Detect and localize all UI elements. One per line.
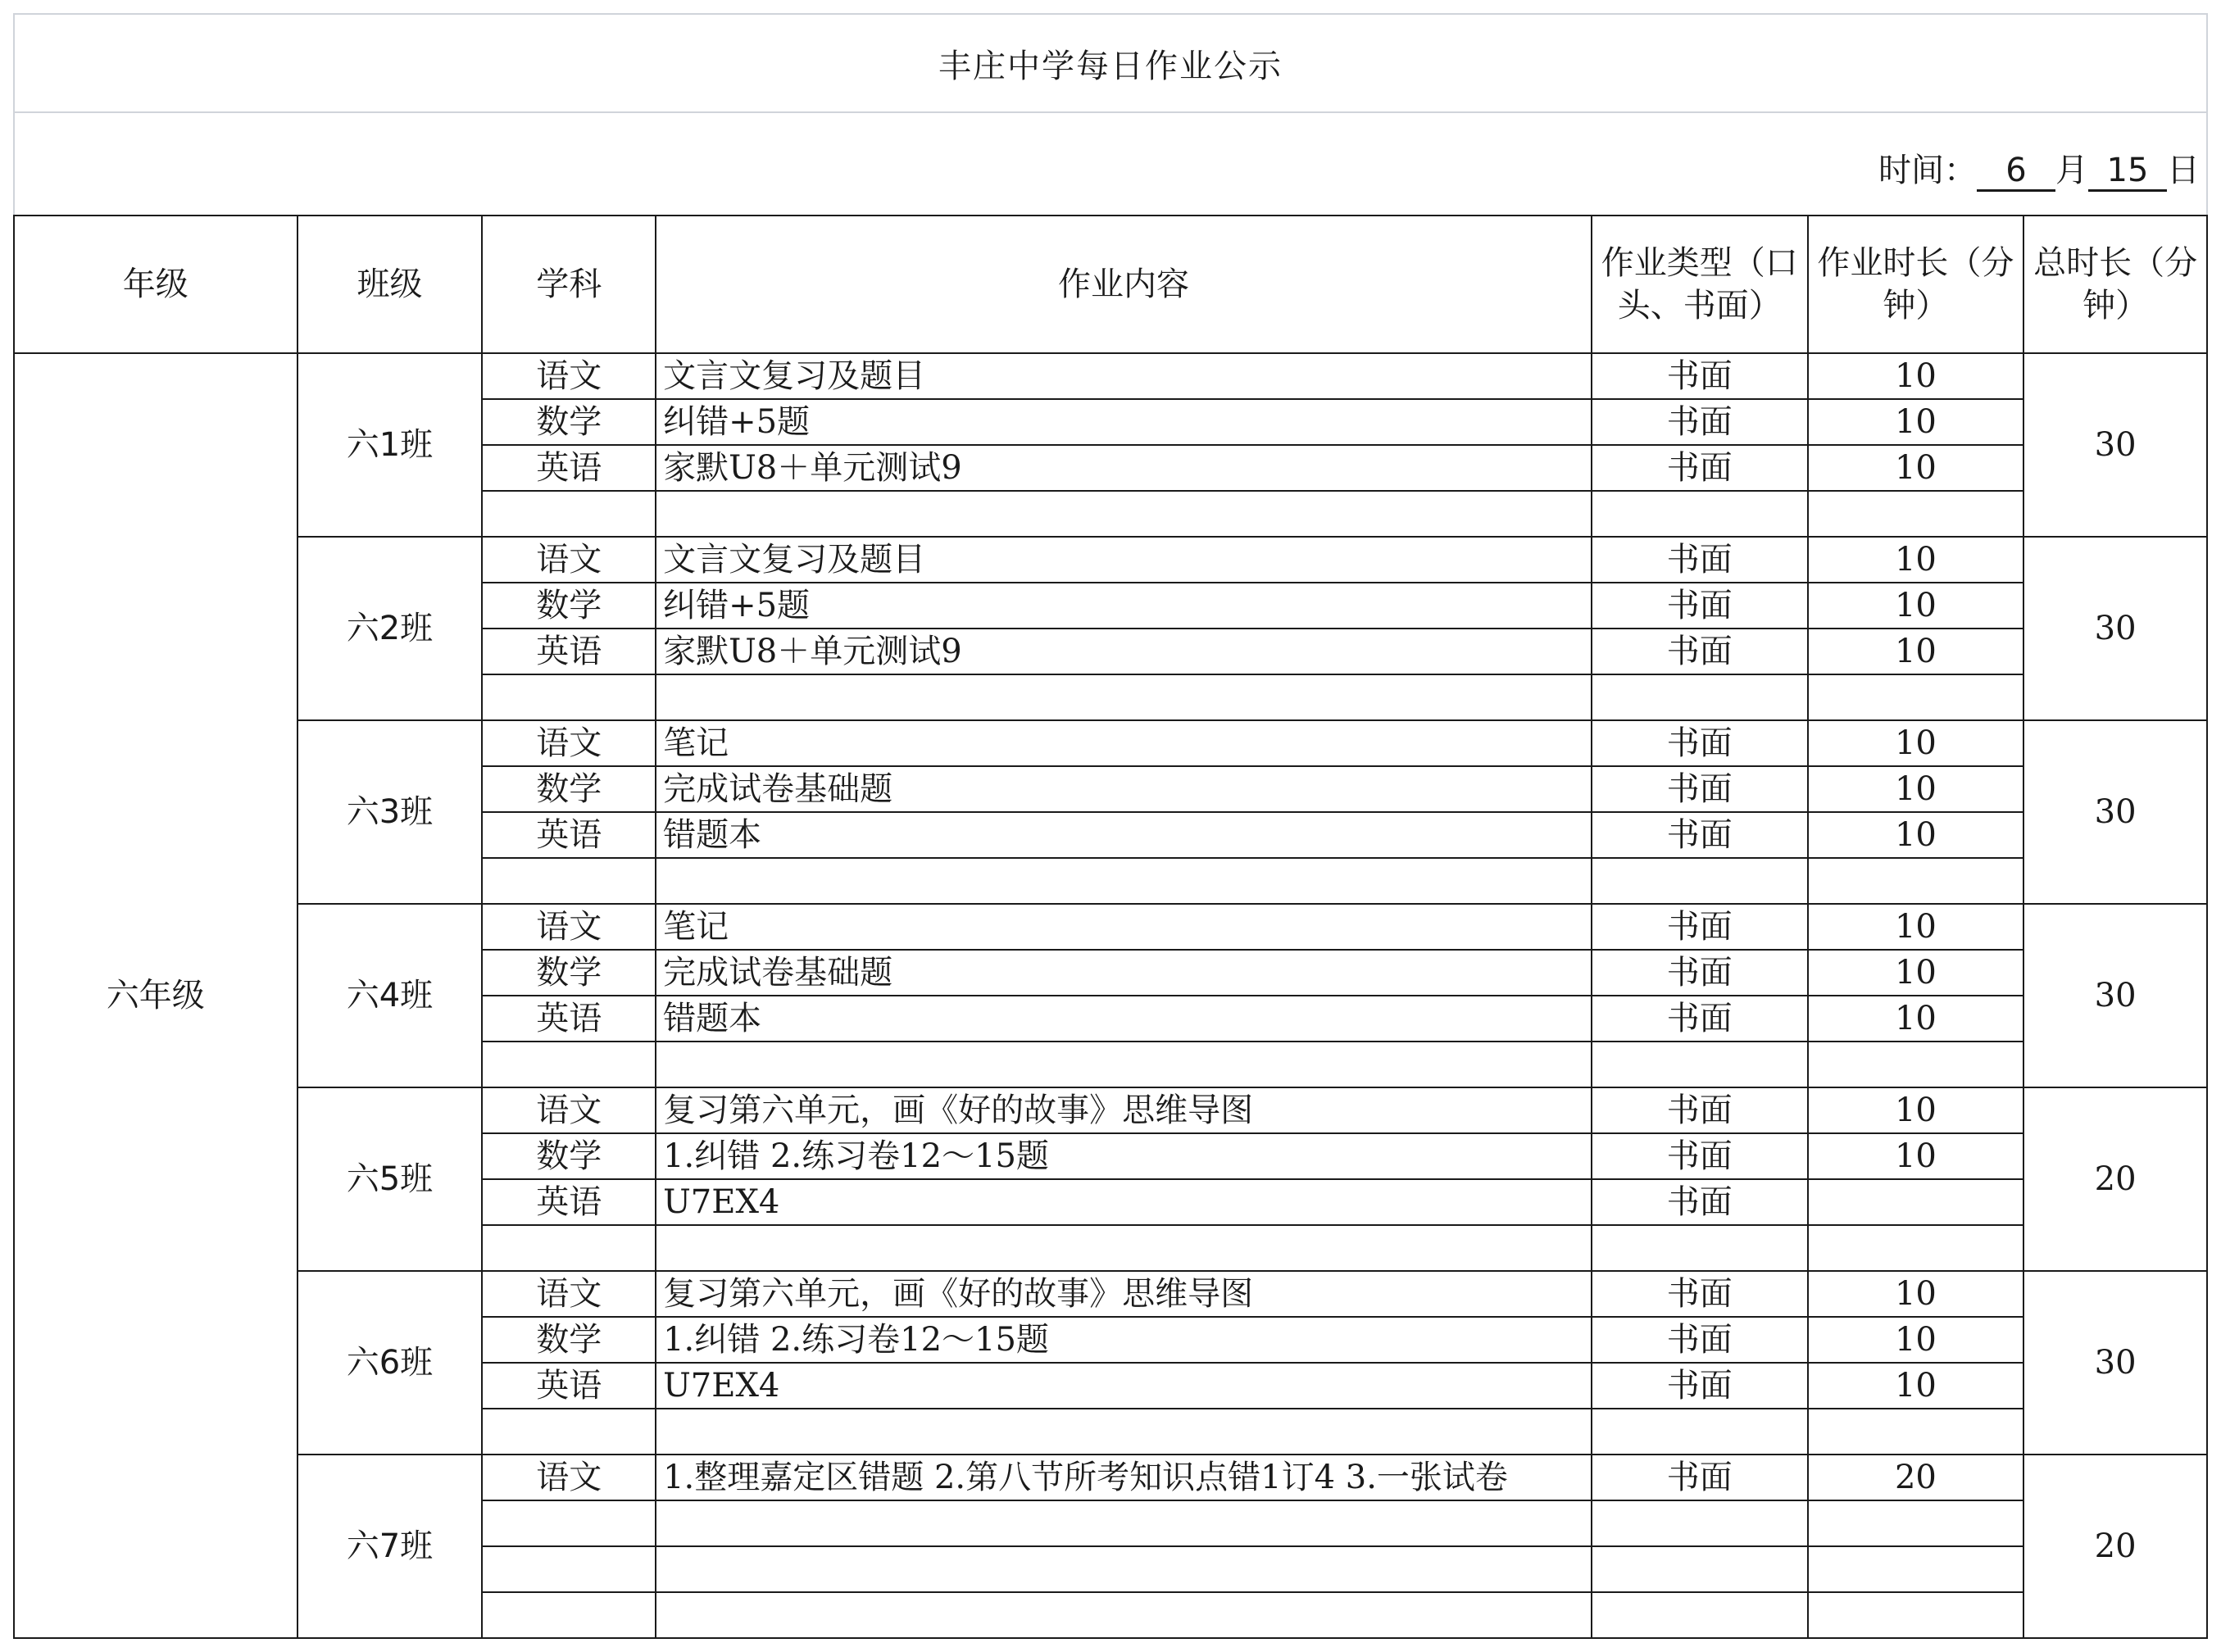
subject-cell[interactable]: 英语	[482, 1179, 656, 1225]
class-cell[interactable]: 六5班	[297, 1087, 483, 1271]
subject-cell[interactable]: 数学	[482, 950, 656, 996]
subject-cell[interactable]: 数学	[482, 1317, 656, 1363]
duration-cell[interactable]	[1808, 858, 2024, 904]
header-grade[interactable]: 年级	[14, 216, 297, 353]
duration-cell[interactable]: 10	[1808, 445, 2024, 491]
table-row	[14, 720, 2207, 766]
type-cell[interactable]: 书面	[1592, 720, 1808, 766]
content-cell[interactable]	[656, 1225, 1592, 1271]
subject-cell[interactable]: 英语	[482, 1363, 656, 1409]
subject-cell[interactable]	[482, 491, 656, 537]
type-cell[interactable]: 书面	[1592, 1317, 1808, 1363]
sheet-title[interactable]	[13, 13, 2208, 113]
subject-cell[interactable]	[482, 858, 656, 904]
duration-cell[interactable]: 10	[1808, 399, 2024, 445]
content-cell[interactable]	[656, 1546, 1592, 1592]
type-cell[interactable]: 书面	[1592, 399, 1808, 445]
total-cell[interactable]: 30	[2023, 353, 2207, 537]
homework-table	[13, 215, 2208, 1639]
table-row	[14, 537, 2207, 583]
content-cell[interactable]: U7EX4	[656, 1179, 1592, 1225]
content-cell[interactable]	[656, 1409, 1592, 1455]
type-cell[interactable]: 书面	[1592, 1455, 1808, 1500]
type-cell[interactable]: 书面	[1592, 1363, 1808, 1409]
header-subject[interactable]: 学科	[482, 216, 656, 353]
duration-cell[interactable]: 10	[1808, 766, 2024, 812]
subject-cell[interactable]	[482, 1225, 656, 1271]
type-cell[interactable]	[1592, 1225, 1808, 1271]
table-row	[14, 1271, 2207, 1317]
table-row	[14, 1455, 2207, 1500]
date-day: 15	[2088, 152, 2167, 192]
duration-cell[interactable]	[1808, 1179, 2024, 1225]
content-cell[interactable]: U7EX4	[656, 1363, 1592, 1409]
subject-cell[interactable]: 语文	[482, 1087, 656, 1133]
content-cell[interactable]: 家默U8＋单元测试9	[656, 629, 1592, 674]
type-cell[interactable]: 书面	[1592, 766, 1808, 812]
class-cell[interactable]: 六3班	[297, 720, 483, 904]
date-prefix: 时间：	[1878, 152, 1977, 189]
content-cell[interactable]	[656, 1500, 1592, 1546]
subject-cell[interactable]	[482, 1546, 656, 1592]
content-cell[interactable]: 错题本	[656, 996, 1592, 1042]
subject-cell[interactable]: 数学	[482, 1133, 656, 1179]
type-cell[interactable]	[1592, 1592, 1808, 1638]
type-cell[interactable]: 书面	[1592, 996, 1808, 1042]
duration-cell[interactable]: 10	[1808, 1317, 2024, 1363]
class-cell[interactable]: 六4班	[297, 904, 483, 1087]
type-cell[interactable]: 书面	[1592, 1271, 1808, 1317]
type-cell[interactable]	[1592, 674, 1808, 720]
duration-cell[interactable]: 10	[1808, 583, 2024, 629]
type-cell[interactable]	[1592, 1409, 1808, 1455]
subject-cell[interactable]: 语文	[482, 353, 656, 399]
content-cell[interactable]: 家默U8＋单元测试9	[656, 445, 1592, 491]
type-cell[interactable]: 书面	[1592, 1087, 1808, 1133]
subject-cell[interactable]: 数学	[482, 399, 656, 445]
content-cell[interactable]: 1.纠错 2.练习卷12～15题	[656, 1133, 1592, 1179]
date-day-unit: 日	[2167, 152, 2200, 189]
type-cell[interactable]: 书面	[1592, 445, 1808, 491]
subject-cell[interactable]: 语文	[482, 1455, 656, 1500]
content-cell[interactable]	[656, 674, 1592, 720]
content-cell[interactable]: 笔记	[656, 720, 1592, 766]
subject-cell[interactable]: 英语	[482, 629, 656, 674]
type-cell[interactable]: 书面	[1592, 904, 1808, 950]
date-row[interactable]	[13, 113, 2208, 215]
class-cell[interactable]: 六7班	[297, 1455, 483, 1638]
type-cell[interactable]	[1592, 1042, 1808, 1087]
content-cell[interactable]	[656, 858, 1592, 904]
content-cell[interactable]: 复习第六单元，画《好的故事》思维导图	[656, 1271, 1592, 1317]
type-cell[interactable]: 书面	[1592, 1133, 1808, 1179]
duration-cell[interactable]	[1808, 1500, 2024, 1546]
subject-cell[interactable]: 语文	[482, 1271, 656, 1317]
duration-cell[interactable]: 20	[1808, 1455, 2024, 1500]
class-cell[interactable]: 六2班	[297, 537, 483, 720]
duration-cell[interactable]: 10	[1808, 1363, 2024, 1409]
title-text: 丰庄中学每日作业公示	[938, 47, 1283, 85]
duration-cell[interactable]: 10	[1808, 537, 2024, 583]
duration-cell[interactable]	[1808, 1225, 2024, 1271]
duration-cell[interactable]: 10	[1808, 904, 2024, 950]
duration-cell[interactable]	[1808, 674, 2024, 720]
subject-cell[interactable]: 英语	[482, 445, 656, 491]
header-row	[14, 216, 2207, 353]
date-month: 6	[1977, 152, 2055, 192]
duration-cell[interactable]	[1808, 1592, 2024, 1638]
content-cell[interactable]: 错题本	[656, 812, 1592, 858]
date-line	[1878, 144, 2200, 192]
header-total[interactable]: 总时长（分钟）	[2023, 216, 2207, 353]
subject-cell[interactable]: 语文	[482, 537, 656, 583]
content-cell[interactable]: 复习第六单元，画《好的故事》思维导图	[656, 1087, 1592, 1133]
type-cell[interactable]: 书面	[1592, 812, 1808, 858]
type-cell[interactable]: 书面	[1592, 1179, 1808, 1225]
subject-cell[interactable]	[482, 1042, 656, 1087]
type-cell[interactable]: 书面	[1592, 629, 1808, 674]
type-cell[interactable]	[1592, 1546, 1808, 1592]
content-cell[interactable]: 纠错+5题	[656, 399, 1592, 445]
class-cell[interactable]: 六6班	[297, 1271, 483, 1455]
duration-cell[interactable]: 10	[1808, 1271, 2024, 1317]
header-content[interactable]: 作业内容	[656, 216, 1592, 353]
subject-cell[interactable]: 数学	[482, 583, 656, 629]
total-cell[interactable]: 30	[2023, 720, 2207, 904]
duration-cell[interactable]: 10	[1808, 996, 2024, 1042]
class-cell[interactable]: 六1班	[297, 353, 483, 537]
content-cell[interactable]: 纠错+5题	[656, 583, 1592, 629]
duration-cell[interactable]: 10	[1808, 720, 2024, 766]
total-cell[interactable]: 20	[2023, 1455, 2207, 1638]
subject-cell[interactable]	[482, 1592, 656, 1638]
type-cell[interactable]: 书面	[1592, 950, 1808, 996]
subject-cell[interactable]: 语文	[482, 904, 656, 950]
content-cell[interactable]: 文言文复习及题目	[656, 537, 1592, 583]
duration-cell[interactable]: 10	[1808, 629, 2024, 674]
table-row	[14, 353, 2207, 399]
header-type[interactable]: 作业类型（口头、书面）	[1592, 216, 1808, 353]
type-cell[interactable]: 书面	[1592, 537, 1808, 583]
content-cell[interactable]	[656, 1592, 1592, 1638]
duration-cell[interactable]	[1808, 1546, 2024, 1592]
total-cell[interactable]: 30	[2023, 1271, 2207, 1455]
content-cell[interactable]: 笔记	[656, 904, 1592, 950]
content-cell[interactable]: 1.纠错 2.练习卷12～15题	[656, 1317, 1592, 1363]
subject-cell[interactable]	[482, 1500, 656, 1546]
duration-cell[interactable]: 10	[1808, 950, 2024, 996]
subject-cell[interactable]	[482, 1409, 656, 1455]
type-cell[interactable]: 书面	[1592, 583, 1808, 629]
type-cell[interactable]	[1592, 858, 1808, 904]
total-cell[interactable]: 30	[2023, 537, 2207, 720]
duration-cell[interactable]: 10	[1808, 1133, 2024, 1179]
grade-cell[interactable]: 六年级	[14, 353, 297, 1638]
duration-cell[interactable]: 10	[1808, 1087, 2024, 1133]
content-cell[interactable]: 文言文复习及题目	[656, 353, 1592, 399]
duration-cell[interactable]: 10	[1808, 812, 2024, 858]
content-cell[interactable]	[656, 1042, 1592, 1087]
type-cell[interactable]	[1592, 491, 1808, 537]
total-cell[interactable]: 20	[2023, 1087, 2207, 1271]
type-cell[interactable]: 书面	[1592, 353, 1808, 399]
content-cell[interactable]: 1.整理嘉定区错题 2.第八节所考知识点错1订4 3.一张试卷	[656, 1455, 1592, 1500]
duration-cell[interactable]	[1808, 1409, 2024, 1455]
duration-cell[interactable]	[1808, 491, 2024, 537]
table-row	[14, 904, 2207, 950]
total-cell[interactable]: 30	[2023, 904, 2207, 1087]
subject-cell[interactable]: 英语	[482, 996, 656, 1042]
content-cell[interactable]	[656, 491, 1592, 537]
date-month-unit: 月	[2055, 152, 2088, 189]
subject-cell[interactable]: 语文	[482, 720, 656, 766]
subject-cell[interactable]: 数学	[482, 766, 656, 812]
table-row	[14, 1087, 2207, 1133]
header-class[interactable]: 班级	[297, 216, 483, 353]
content-cell[interactable]: 完成试卷基础题	[656, 950, 1592, 996]
duration-cell[interactable]	[1808, 1042, 2024, 1087]
subject-cell[interactable]	[482, 674, 656, 720]
type-cell[interactable]	[1592, 1500, 1808, 1546]
header-duration[interactable]: 作业时长（分钟）	[1808, 216, 2024, 353]
content-cell[interactable]: 完成试卷基础题	[656, 766, 1592, 812]
duration-cell[interactable]: 10	[1808, 353, 2024, 399]
subject-cell[interactable]: 英语	[482, 812, 656, 858]
